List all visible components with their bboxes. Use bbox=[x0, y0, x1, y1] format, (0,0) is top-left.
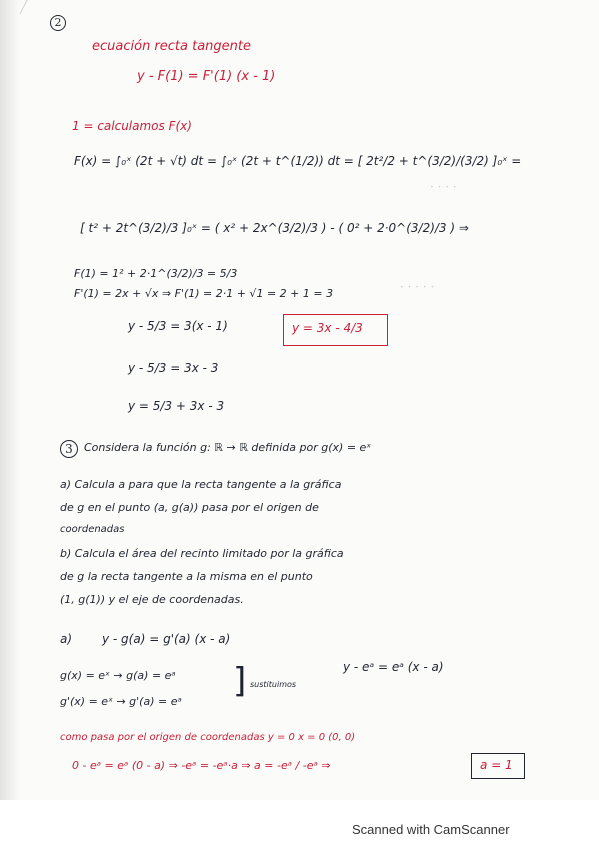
derivative-line: F'(1) = 2x + √x ⇒ F'(1) = 2·1 + √1 = 2 + 1 = 3 bbox=[74, 287, 334, 300]
result-equation: y = 3x - 4/3 bbox=[292, 321, 363, 335]
tangent-equation-substituted: y - eᵃ = eᵃ (x - a) bbox=[343, 660, 444, 674]
corner-mark: ╱ bbox=[20, 0, 28, 14]
faded-back-writing-2: · · · · bbox=[430, 180, 457, 194]
substitution-line-2: y - 5/3 = 3x - 3 bbox=[128, 361, 219, 375]
section-circle-mark: 2 bbox=[50, 15, 66, 31]
integral-line-1: F(x) = ∫₀ˣ (2t + √t) dt = ∫₀ˣ (2t + t^(1/2)) dt = [ 2t²/2 + t^(3/2)/(3/2) ]₀ˣ = bbox=[74, 154, 522, 168]
scanner-watermark: Scanned with CamScanner bbox=[352, 822, 510, 837]
brace: ] bbox=[233, 661, 247, 701]
g-prime: g'(x) = eˣ → g'(a) = eᵃ bbox=[60, 695, 182, 708]
answer-a: a = 1 bbox=[480, 758, 513, 772]
part-a-line-1: a) Calcula a para que la recta tangente a la gráfica bbox=[60, 478, 342, 491]
problem-statement: Considera la función g: ℝ → ℝ definida por g(x) = eˣ bbox=[84, 441, 372, 454]
part-a-line-3: coordenadas bbox=[60, 524, 125, 535]
heading: ecuación recta tangente bbox=[92, 39, 252, 54]
page-edge-shadow bbox=[0, 0, 20, 800]
step-1: 1 = calculamos F(x) bbox=[72, 119, 192, 133]
substitution-line-3: y = 5/3 + 3x - 3 bbox=[128, 399, 225, 413]
g-definition: g(x) = eˣ → g(a) = eᵃ bbox=[60, 669, 176, 682]
final-derivation: 0 - eᵃ = eᵃ (0 - a) ⇒ -eᵃ = -eᵃ·a ⇒ a = -eᵃ / -eᵃ ⇒ bbox=[72, 759, 331, 772]
part-b-line-3: (1, g(1)) y el eje de coordenadas. bbox=[60, 593, 244, 606]
faded-back-writing: · · · · · bbox=[400, 280, 435, 294]
part-b-line-1: b) Calcula el área del recinto limitado por la gráfica bbox=[60, 547, 344, 560]
part-b-line-2: de g la recta tangente a la misma en el punto bbox=[60, 570, 313, 583]
solution-a-label: a) bbox=[60, 632, 73, 646]
integral-line-2: [ t² + 2t^(3/2)/3 ]₀ˣ = ( x² + 2x^(3/2)/3 ) - ( 0² + 2·0^(3/2)/3 ) ⇒ bbox=[80, 221, 469, 235]
sustituimos-note: sustituimos bbox=[250, 680, 297, 689]
problem-number-circle: 3 bbox=[60, 440, 78, 458]
f-at-1: F(1) = 1² + 2·1^(3/2)/3 = 5/3 bbox=[74, 267, 238, 280]
origin-note: como pasa por el origen de coordenadas y = 0 x = 0 (0, 0) bbox=[60, 732, 356, 743]
substitution-line-1: y - 5/3 = 3(x - 1) bbox=[128, 319, 228, 333]
tangent-equation: y - F(1) = F'(1) (x - 1) bbox=[137, 69, 276, 84]
part-a-line-2: de g en el punto (a, g(a)) pasa por el origen de bbox=[60, 501, 319, 514]
solution-a-equation: y - g(a) = g'(a) (x - a) bbox=[102, 632, 231, 646]
